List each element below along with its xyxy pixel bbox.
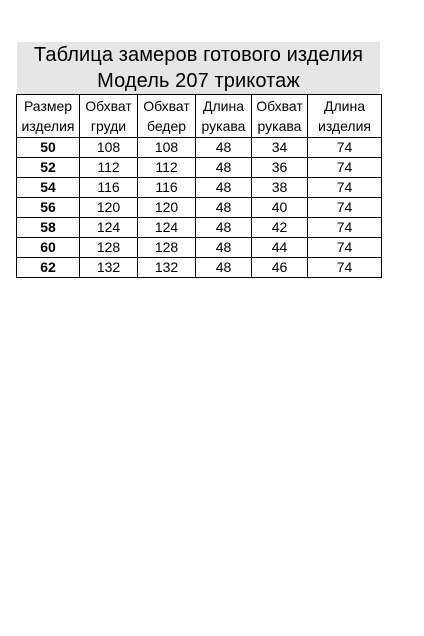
header-garment-length — [308, 95, 382, 138]
chest-cell: 108 — [80, 138, 138, 158]
chest-cell: 132 — [80, 258, 138, 278]
sleeve-girth-cell: 46 — [252, 258, 308, 278]
size-cell: 58 — [17, 218, 80, 238]
header-label: бедер — [146, 118, 187, 134]
sleeve-girth-cell: 42 — [252, 218, 308, 238]
size-cell: 56 — [17, 198, 80, 218]
sleeve-girth-cell: 38 — [252, 178, 308, 198]
header-label: груди — [90, 118, 127, 134]
table-row — [17, 198, 382, 218]
sleeve-length-cell: 48 — [196, 218, 252, 238]
table-row — [17, 238, 382, 258]
garment-length-cell: 74 — [308, 178, 382, 198]
table-title — [17, 42, 380, 94]
sleeve-girth-cell: 40 — [252, 198, 308, 218]
garment-length-cell: 74 — [308, 138, 382, 158]
sleeve-length-cell: 48 — [196, 238, 252, 258]
garment-length-cell: 74 — [308, 258, 382, 278]
sleeve-length-cell: 48 — [196, 158, 252, 178]
header-label: изделия — [318, 118, 371, 134]
sleeve-length-cell: 48 — [196, 258, 252, 278]
table-row — [17, 258, 382, 278]
header-label: Длина — [324, 98, 365, 114]
size-cell: 50 — [17, 138, 80, 158]
header-hips — [138, 95, 196, 138]
hips-cell: 108 — [138, 138, 196, 158]
garment-length-cell: 74 — [308, 238, 382, 258]
header-label: Обхват — [256, 98, 303, 114]
hips-cell: 112 — [138, 158, 196, 178]
hips-cell: 124 — [138, 218, 196, 238]
sleeve-length-cell: 48 — [196, 178, 252, 198]
hips-cell: 120 — [138, 198, 196, 218]
garment-length-cell: 74 — [308, 158, 382, 178]
header-label: Обхват — [85, 98, 132, 114]
size-cell: 62 — [17, 258, 80, 278]
sleeve-girth-cell: 36 — [252, 158, 308, 178]
table-row — [17, 178, 382, 198]
header-sleeve-length — [196, 95, 252, 138]
table-row — [17, 158, 382, 178]
size-cell: 60 — [17, 238, 80, 258]
chest-cell: 116 — [80, 178, 138, 198]
hips-cell: 116 — [138, 178, 196, 198]
header-label: рукава — [201, 118, 246, 134]
header-row — [17, 95, 382, 138]
header-label: Размер — [23, 98, 73, 114]
table-row — [17, 138, 382, 158]
header-label: рукава — [257, 118, 302, 134]
sleeve-girth-cell: 44 — [252, 238, 308, 258]
table-row — [17, 218, 382, 238]
size-chart-table — [16, 94, 382, 278]
header-sleeve-girth — [252, 95, 308, 138]
header-label: Длина — [203, 98, 244, 114]
header-chest — [80, 95, 138, 138]
size-cell: 54 — [17, 178, 80, 198]
chest-cell: 124 — [80, 218, 138, 238]
sleeve-length-cell: 48 — [196, 198, 252, 218]
hips-cell: 128 — [138, 238, 196, 258]
chest-cell: 128 — [80, 238, 138, 258]
chest-cell: 112 — [80, 158, 138, 178]
header-label: изделия — [21, 118, 75, 134]
garment-length-cell: 74 — [308, 218, 382, 238]
hips-cell: 132 — [138, 258, 196, 278]
sleeve-length-cell: 48 — [196, 138, 252, 158]
chest-cell: 120 — [80, 198, 138, 218]
header-size — [17, 95, 80, 138]
garment-length-cell: 74 — [308, 198, 382, 218]
size-cell: 52 — [17, 158, 80, 178]
sleeve-girth-cell: 34 — [252, 138, 308, 158]
title-line-1: Таблица замеров готового изделия — [33, 44, 364, 66]
title-line-2: Модель 207 трикотаж — [97, 70, 300, 92]
header-label: Обхват — [143, 98, 190, 114]
